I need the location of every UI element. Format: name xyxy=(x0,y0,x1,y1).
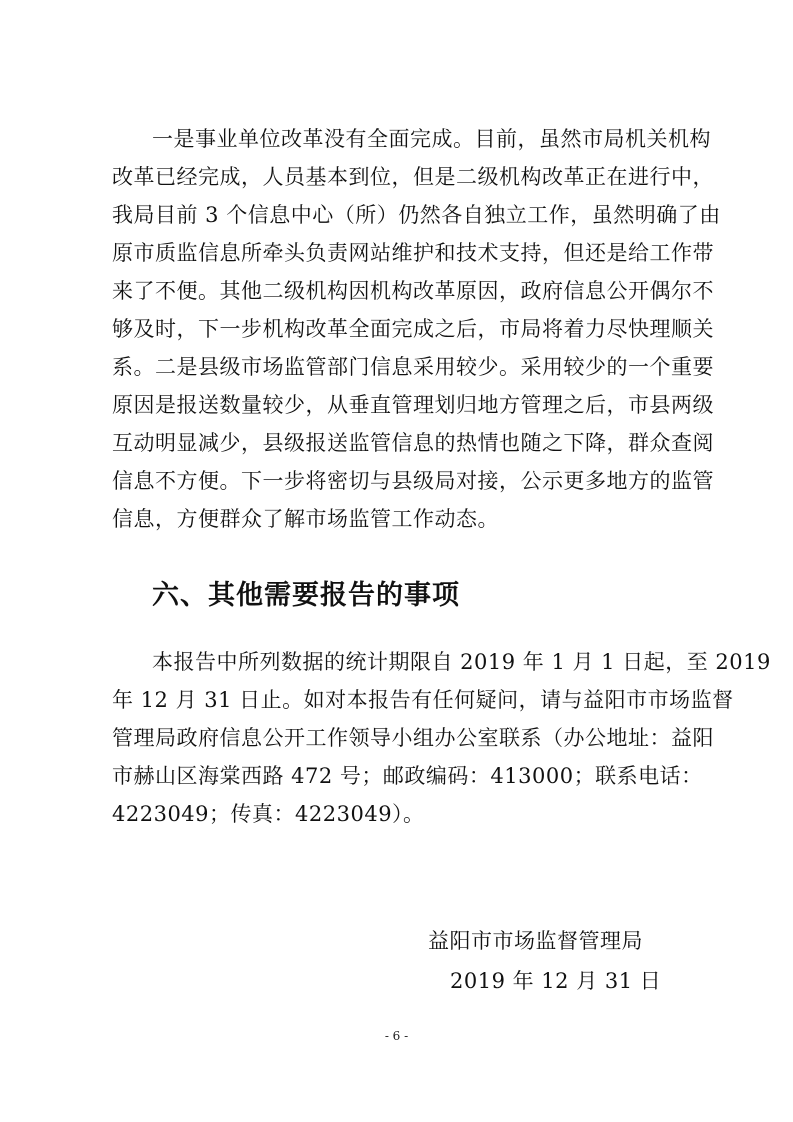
page-number: - 6 - xyxy=(384,1029,409,1043)
paragraph-line: 互动明显减少，县级报送监管信息的热情也随之下降，群众查阅 xyxy=(112,431,714,455)
paragraph-line: 系。二是县级市场监管部门信息采用较少。采用较少的一个重要 xyxy=(112,355,714,379)
section-heading: 六、其他需要报告的事项 xyxy=(152,580,460,611)
paragraph-line: 本报告中所列数据的统计期限自 2019 年 1 月 1 日起，至 2019 xyxy=(152,650,771,674)
paragraph-line: 信息不方便。下一步将密切与县级局对接，公示更多地方的监管 xyxy=(112,469,714,493)
paragraph-line: 一是事业单位改革没有全面完成。目前，虽然市局机关机构 xyxy=(152,127,711,151)
paragraph-line: 够及时，下一步机构改革全面完成之后，市局将着力尽快理顺关 xyxy=(112,317,714,341)
paragraph-line: 我局目前 3 个信息中心（所）仍然各自独立工作，虽然明确了由 xyxy=(112,203,721,227)
paragraph-line: 年 12 月 31 日止。如对本报告有任何疑问，请与益阳市市场监督 xyxy=(112,688,734,712)
paragraph-line: 改革已经完成，人员基本到位，但是二级机构改革正在进行中， xyxy=(112,165,714,189)
paragraph-line: 来了不便。其他二级机构因机构改革原因，政府信息公开偶尔不 xyxy=(112,279,714,303)
paragraph-line: 原市质监信息所牵头负责网站维护和技术支持，但还是给工作带 xyxy=(112,241,714,265)
signature-organization: 益阳市市场监督管理局 xyxy=(428,929,643,953)
paragraph-line: 原因是报送数量较少，从垂直管理划归地方管理之后，市县两级 xyxy=(112,393,714,417)
paragraph-line: 4223049；传真：4223049）。 xyxy=(112,802,425,826)
paragraph-line: 管理局政府信息公开工作领导小组办公室联系（办公地址：益阳 xyxy=(112,726,714,750)
signature-date: 2019 年 12 月 31 日 xyxy=(450,969,662,993)
paragraph-line: 市赫山区海棠西路 472 号；邮政编码：413000；联系电话： xyxy=(112,764,703,788)
paragraph-line: 信息，方便群众了解市场监管工作动态。 xyxy=(112,507,499,531)
